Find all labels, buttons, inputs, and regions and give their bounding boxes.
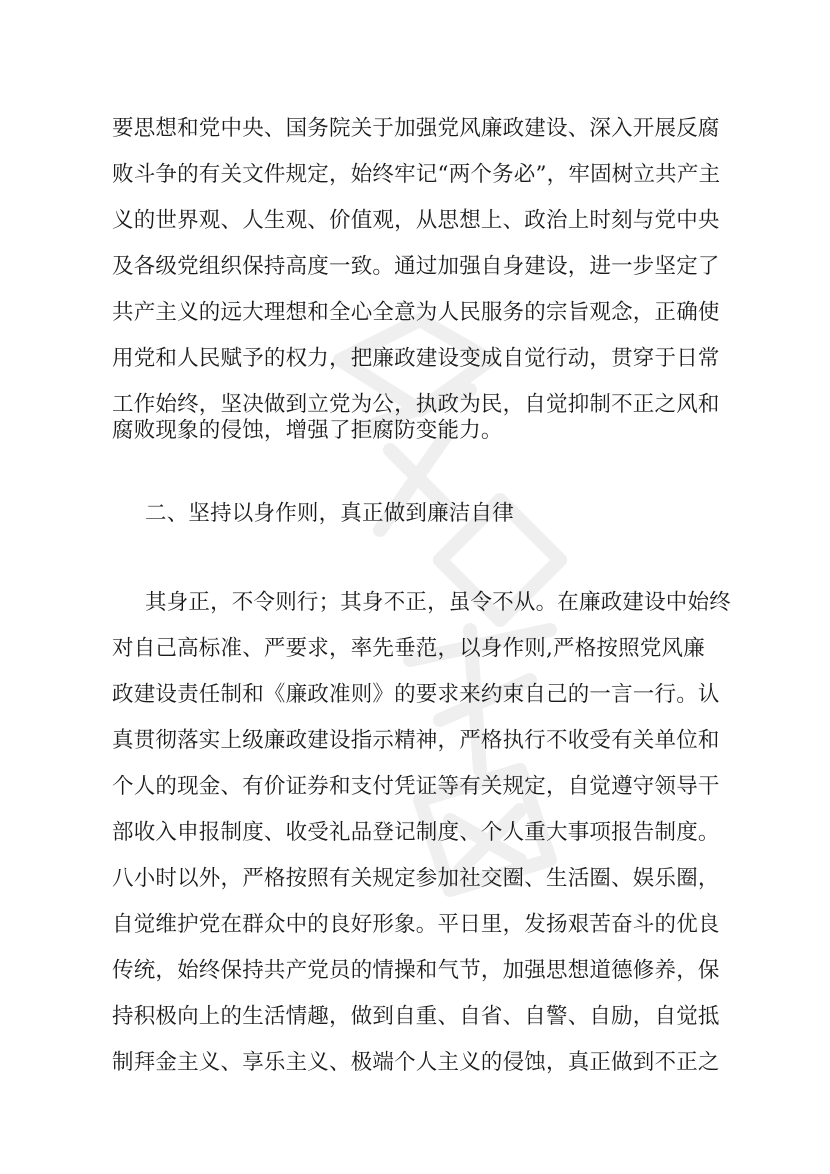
p2-line-2: 对自己高标准、严要求，率先垂范，以身作则,严格按照党风廉: [112, 636, 705, 661]
p1-line-1: 要思想和党中央、国务院关于加强党风廉政建设、深入开展反腐: [112, 116, 720, 141]
p2-line-11: 制拜金主义、享乐主义、极端个人主义的侵蚀，真正做到不正之: [112, 1050, 720, 1075]
p2-line-7: 八小时以外，严格按照有关规定参加社交圈、生活圈、娱乐圈，: [112, 866, 720, 891]
p2-line-3: 政建设责任制和《廉政准则》的要求来约束自己的一言一行。认: [112, 682, 720, 707]
p1-line-6: 用党和人民赋予的权力，把廉政建设变成自觉行动，贯穿于日常: [112, 346, 720, 371]
p2-line-6: 部收入申报制度、收受礼品登记制度、个人重大事项报告制度。: [112, 820, 720, 845]
section-heading: 二、坚持以身作则，真正做到廉洁自律: [145, 501, 514, 526]
p2-line-9: 传统，始终保持共产党员的情操和气节，加强思想道德修养，保: [112, 958, 720, 983]
p2-line-1: 其身正，不令则行；其身不正，虽令不从。在廉政建设中始终: [145, 590, 731, 615]
p1-line-4: 及各级党组织保持高度一致。通过加强自身建设，进一步坚定了: [112, 254, 720, 279]
p2-line-10: 持积极向上的生活情趣，做到自重、自省、自警、自励，自觉抵: [112, 1004, 720, 1029]
p2-line-4: 真贯彻落实上级廉政建设指示精神，严格执行不收受有关单位和: [112, 728, 720, 753]
p1-line-8: 腐败现象的侵蚀，增强了拒腐防变能力。: [112, 418, 503, 443]
p1-line-5: 共产主义的远大理想和全心全意为人民服务的宗旨观念，正确使: [112, 300, 720, 325]
p1-line-2: 败斗争的有关文件规定，始终牢记“两个务必”，牢固树立共产主: [112, 162, 721, 187]
p1-line-7: 工作始终，坚决做到立党为公，执政为民，自觉抑制不正之风和: [112, 392, 720, 417]
p2-line-5: 个人的现金、有价证券和支付凭证等有关规定，自觉遵守领导干: [112, 774, 720, 799]
p1-line-3: 义的世界观、人生观、价值观，从思想上、政治上时刻与党中央: [112, 208, 720, 233]
p2-line-8: 自觉维护党在群众中的良好形象。平日里，发扬艰苦奋斗的优良: [112, 912, 720, 937]
